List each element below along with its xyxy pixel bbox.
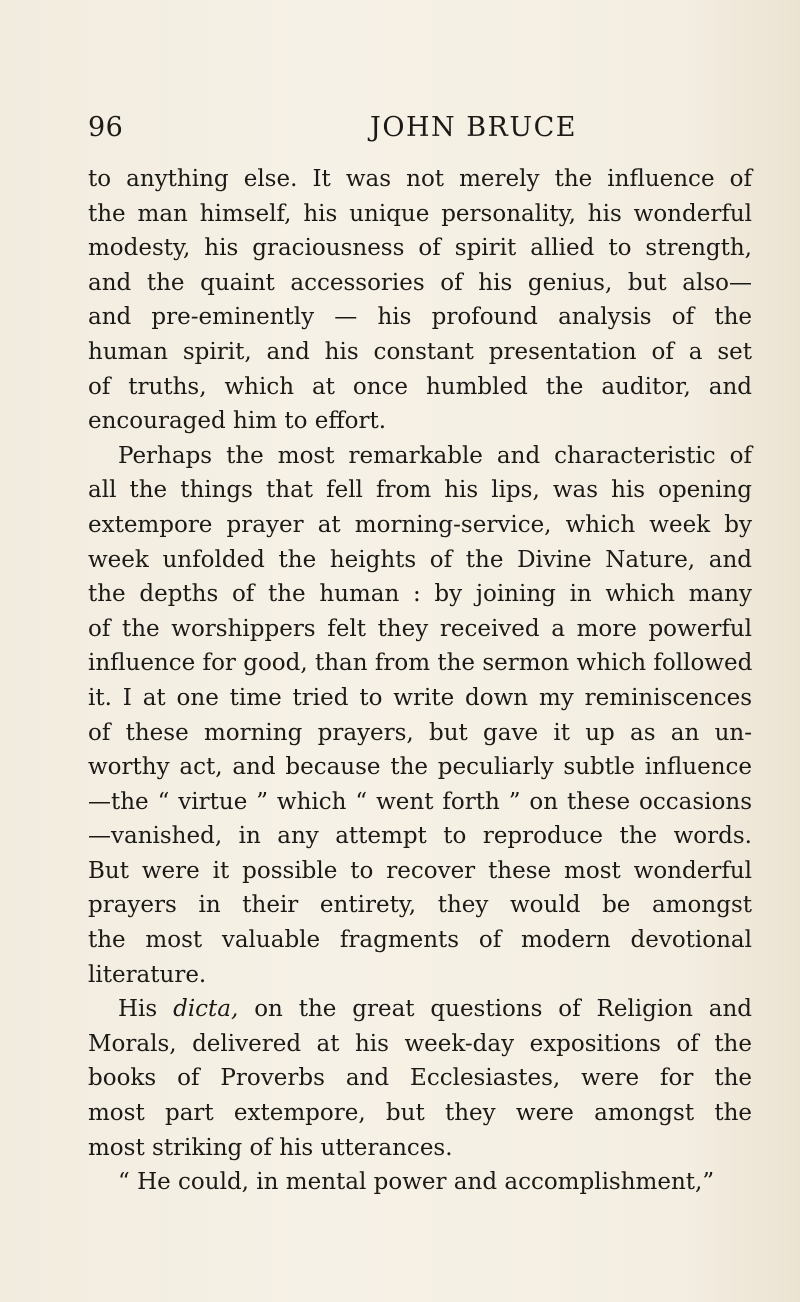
- dicta-italic-word: dicta,: [173, 996, 239, 1023]
- text-line: encouraged him to effort.: [88, 408, 387, 435]
- text-line: worthy act, and because the peculiarly subtle influence: [88, 754, 752, 781]
- text-line: it. I at one time tried to write down my reminiscences: [88, 684, 752, 711]
- text-line: modesty, his graciousness of spirit allied to strength,: [88, 235, 752, 262]
- text-line: —vanished, in any attempt to reproduce the words.: [88, 823, 752, 850]
- text-line: of these morning prayers, but gave it up as an un-: [88, 719, 752, 746]
- body-text: [88, 162, 752, 1200]
- text-line: literature.: [88, 961, 207, 988]
- text-line: the depths of the human : by joining in which many: [88, 581, 752, 608]
- text-line: influence for good, than from the sermon which followed: [88, 650, 753, 677]
- text-line: all the things that fell from his lips, was his opening: [88, 477, 752, 504]
- text-line: to anything else. It was not merely the influence of: [88, 166, 752, 192]
- running-head: JOHN BRUCE: [370, 112, 578, 143]
- paragraph-start-line: Perhaps the most remarkable and characteristic of: [118, 442, 752, 469]
- text-line: the most valuable fragments of modern devotional: [88, 927, 752, 954]
- page-number: 96: [88, 112, 124, 143]
- text-line: extempore prayer at morning-service, which week by: [88, 511, 752, 538]
- page-header: [88, 112, 722, 152]
- text-line: But were it possible to recover these most wonderful: [88, 857, 752, 884]
- paragraph-start-line: “ He could, in mental power and accomplishment,”: [118, 1169, 715, 1196]
- text-line: prayers in their entirety, they would be amongst: [88, 892, 752, 919]
- dicta-prefix: His: [118, 996, 174, 1023]
- text-line: and pre-eminently — his profound analysis of the: [88, 304, 752, 331]
- text-line: week unfolded the heights of the Divine Nature, and: [88, 546, 752, 573]
- text-line: most striking of his utterances.: [88, 1134, 453, 1161]
- text-line: and the quaint accessories of his genius, but also—: [88, 269, 752, 296]
- text-line: Morals, delivered at his week-day expositions of the: [88, 1030, 752, 1057]
- paragraph-start-line: [88, 992, 752, 1027]
- text-line: most part extempore, but they were amongst the: [88, 1100, 752, 1127]
- text-line: of truths, which at once humbled the auditor, and: [88, 373, 752, 400]
- text-line: of the worshippers felt they received a more powerful: [88, 615, 752, 642]
- text-line: the man himself, his unique personality, his wonderful: [88, 200, 752, 227]
- text-line: —the “ virtue ” which “ went forth ” on these occasions: [88, 788, 752, 815]
- text-line: books of Proverbs and Ecclesiastes, were for the: [88, 1065, 752, 1092]
- text-line: human spirit, and his constant presentation of a set: [88, 338, 752, 365]
- dicta-suffix: on the great questions of Religion and: [238, 996, 753, 1023]
